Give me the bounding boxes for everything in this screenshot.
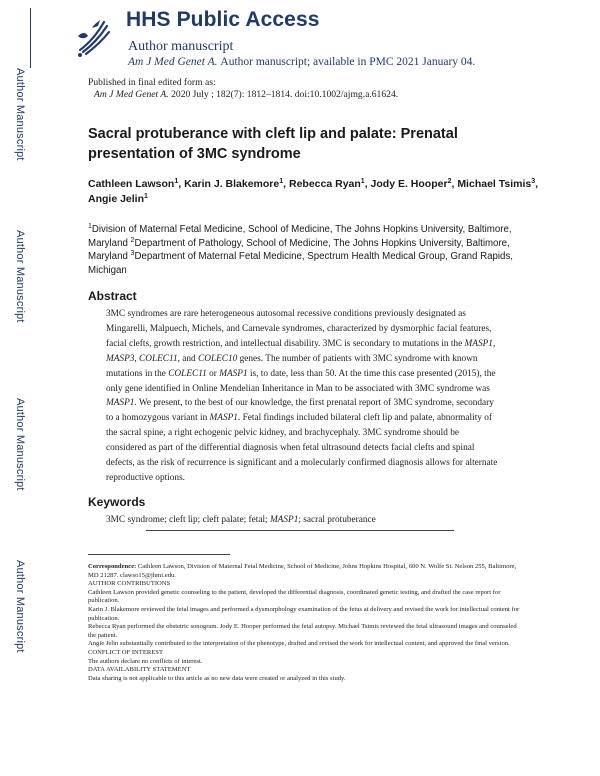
keywords-text: 3MC syndrome; cleft lip; cleft palate; fetal;	[106, 515, 270, 525]
abstract-body	[106, 307, 498, 486]
sidebar-label-author-manuscript: Author Manuscript	[14, 230, 26, 323]
contribution-item: Rebecca Ryan performed the obstetric sonogram. Jody E. Hooper performed the fetal autopsy. Michael Tsimis reviewed the fetal ultrasound images and counseled the patient.	[88, 623, 517, 639]
author-name: Michael Tsimis	[457, 178, 532, 190]
conflict-heading: CONFLICT OF INTEREST	[88, 648, 163, 656]
abstract-text: Fetal findings included bilateral cleft lip and palate, abnormality of the sacral spine, a right echogenic pelvic kidney, and brachycephaly. 3MC syndrome should be considered as part of the differential diagnosis when fetal ultrasound detects facial clefts and spinal defects, as the risk of recurrence is significant and a molecularly confirmed diagnosis allows for alternate reproductive options.	[106, 413, 498, 483]
header-divider-line	[30, 8, 31, 68]
author-affiliation-sup: 1	[360, 178, 365, 185]
contributions-heading: AUTHOR CONTRIBUTIONS	[88, 580, 171, 588]
pmc-availability: Author manuscript; available in PMC 2021 January 04.	[220, 56, 476, 68]
publication-journal: Am J Med Genet A.	[94, 89, 169, 100]
abstract-gene-term: COLEC11	[168, 368, 207, 379]
author-affiliation-sup: 1	[174, 178, 179, 185]
paper-title: Sacral protuberance with cleft lip and palate: Prenatal presentation of 3MC syndrome	[88, 126, 458, 162]
data-availability-text: Data sharing is not applicable to this article as no new data were created or analyzed in this study.	[88, 674, 346, 682]
abstract-heading: Abstract	[88, 289, 137, 303]
keywords-text: ; sacral protuberance	[298, 515, 376, 525]
abstract-text: is, to date, less than 50. At the time this case presented (2015), the only gene identified in Online Mendelian Inheritance in Man to be associated with 3MC syndrome was	[106, 368, 496, 394]
footnote-divider	[88, 554, 230, 555]
abstract-gene-term: MASP1, MASP3, COLEC11,	[106, 338, 496, 364]
sidebar-label-author-manuscript: Author Manuscript	[14, 560, 26, 653]
affiliation-text: Division of Maternal Fetal Medicine, School of Medicine, The Johns Hopkins University, Baltimore, Maryland	[88, 224, 512, 249]
abstract-text: genes. The number of patients with 3MC syndrome with known mutations in the	[106, 353, 478, 379]
publication-citation	[94, 89, 398, 100]
abstract-gene-term: COLEC10	[198, 353, 238, 364]
abstract-text: and	[179, 353, 199, 364]
author-name: Angie Jelin	[88, 193, 145, 205]
affiliations	[88, 223, 548, 277]
affiliation-text: Department of Maternal Fetal Medicine, Spectrum Health Medical Group, Grand Rapids, Michigan	[88, 251, 513, 276]
section-divider	[146, 530, 454, 531]
correspondence-label: Correspondence:	[88, 563, 137, 570]
abstract-text: or	[206, 368, 220, 379]
abstract-gene-term: MASP1.	[209, 413, 241, 424]
contribution-item: Cathleen Lawson provided genetic counseling to the patient, developed the differential diagnosis, coordinated genetic testing, and drafted the case report for publication.	[88, 588, 501, 605]
keywords-list	[106, 515, 376, 525]
abstract-text: 3MC syndromes are rare heterogeneous autosomal recessive conditions previously designated as Mingarelli, Malpuech, Michels, and Carnevale syndromes, characterized by dysmorphic facial features, facial clefts, growth restriction, and intellectual disability. 3MC is secondary to mutations in the	[106, 309, 492, 349]
author-affiliation-sup: 1	[279, 178, 284, 185]
abstract-text: We present, to the best of our knowledge, the first prenatal report of 3MC syndrome, secondary to a homozygous variant in	[106, 398, 494, 424]
author-name: Karin J. Blakemore	[184, 178, 280, 190]
affiliation-text: Department of Pathology, School of Medicine, The Johns Hopkins University, Baltimore, Maryland	[88, 237, 510, 263]
footnotes	[88, 563, 522, 683]
published-label: Published in final edited form as:	[88, 77, 216, 88]
sidebar-label-author-manuscript: Author Manuscript	[14, 398, 26, 491]
correspondence-note	[88, 563, 522, 580]
conflict-text: The authors declare no conflicts of interest.	[88, 657, 203, 665]
author-name: Jody E. Hooper	[370, 178, 448, 190]
journal-name: Am J Med Genet A.	[128, 56, 218, 68]
abstract-gene-term: MASP1	[219, 368, 248, 379]
author-affiliation-sup: 1	[144, 193, 148, 200]
author-affiliation-sup: 2	[447, 178, 452, 185]
author-name: Rebecca Ryan	[289, 178, 361, 190]
hhs-public-access-title: HHS Public Access	[126, 8, 320, 31]
contribution-item: Karin J. Blakemore reviewed the fetal images and performed a dysmorphology examination of the fetus at delivery and revised the work for intellectual content for publication.	[88, 605, 520, 622]
author-list: Cathleen Lawson$^1$, Karin J. Blakemore$^1$, Rebecca Ryan$^1$, Jody E. Hooper$^2$, Michael Tsimis$^3$, Angie Jelin$^1$	[88, 178, 539, 205]
publication-details: 2020 July ; 182(7): 1812–1814. doi:10.1002/ajmg.a.61624.	[171, 89, 399, 100]
contribution-item: Angie Jelin substantially contributed to the interpretation of the phenotype, drafted and revised the work for intellectual content, and approved the final version.	[88, 640, 510, 648]
affiliation-sup: 3	[130, 250, 135, 258]
correspondence-text: Cathleen Lawson, Division of Maternal Fetal Medicine, School of Medicine, Johns Hopkins Hospital, 600 N. Wolfe St. Nelson 255, Baltimore, MD 21287. clawso15@jhmi.edu.	[88, 563, 517, 579]
sidebar-label-author-manuscript: Author Manuscript	[14, 68, 26, 161]
author-affiliation-sup: 3	[531, 178, 536, 185]
abstract-gene-term: MASP1.	[106, 398, 137, 409]
affiliation-sup: 2	[130, 236, 135, 244]
keyword-gene-term: MASP1	[269, 515, 299, 525]
keywords-heading: Keywords	[88, 495, 146, 509]
journal-availability-line	[128, 56, 475, 68]
author-manuscript-subtitle: Author manuscript	[128, 39, 234, 54]
author-name: Cathleen Lawson	[88, 178, 175, 190]
hhs-eagle-logo-icon	[74, 14, 112, 58]
affiliation-sup: 1	[88, 223, 92, 230]
data-availability-heading: DATA AVAILABILITY STATEMENT	[88, 666, 191, 674]
